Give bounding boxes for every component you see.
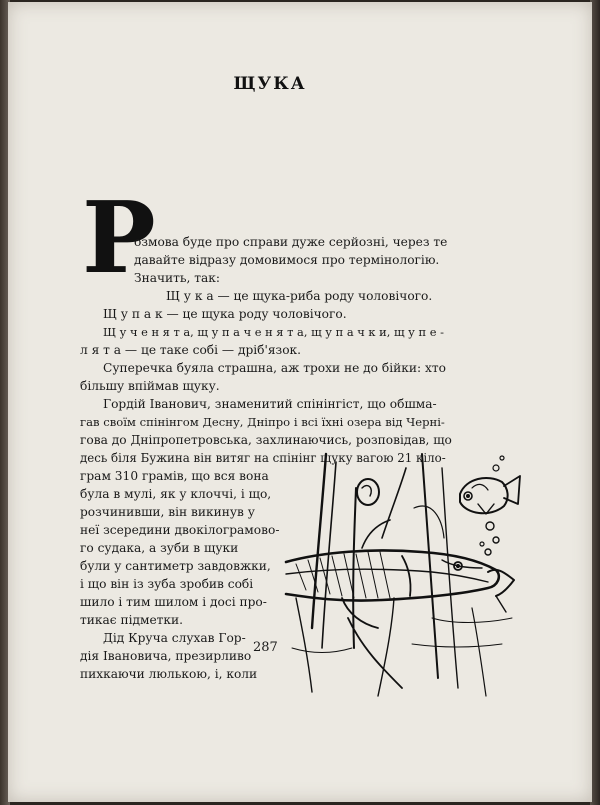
text-line: була в мулі, як у клоччі, і що, (80, 487, 272, 501)
text-line: давайте відразу домовимося про термінологію. (134, 253, 440, 267)
text-line: грам 310 грамів, що вся вона (80, 469, 269, 483)
text-line: го судака, а зуби в щуки (80, 541, 239, 555)
text-line: л я т а — це таке собі — дріб'язок. (80, 343, 302, 357)
text-line: Гордій Іванович, знаменитий спінінгіст, що обшма- (103, 397, 437, 411)
text-line: пихкаючи люлькою, і, коли (80, 667, 258, 681)
drop-cap: Р (82, 181, 156, 296)
text-line: Значить, так: (134, 271, 221, 285)
text-line: Щ у ч е н я т а, щ у п а ч е н я т а, щ у п а ч к и, щ у п е - (103, 325, 444, 339)
text-line: гова до Дніпропетровська, захлинаючись, розповідав, що (80, 433, 452, 447)
text-line: дія Івановича, презирливо (80, 649, 252, 663)
text-line: Дід Круча слухав Гор- (103, 631, 246, 645)
text-line: десь біля Бужина він витяг на спінінг щуку вагою 21 кіло- (80, 451, 446, 465)
text-line: Щ у к а — це щука-риба роду чоловічого. (166, 289, 433, 303)
pike-illustration (282, 448, 530, 698)
page-number: 287 (253, 640, 278, 655)
text-line: озмова буде про справи дуже серйозні, через те (134, 235, 448, 249)
text-line: шило і тим шилом і досі про- (80, 595, 267, 609)
text-line: були у сантиметр завдовжки, (80, 559, 271, 573)
text-line: гав своїм спінінгом Десну, Дніпро і всі їхні озера від Черні- (80, 415, 445, 429)
text-line: Щ у п а к — це щука роду чоловічого. (103, 307, 347, 321)
text-line: Суперечка буяла страшна, аж трохи не до бійки: хто (103, 361, 446, 375)
text-line: неї зсередини двокілограмово- (80, 523, 280, 537)
page-title: ЩУКА (233, 74, 307, 94)
text-line: розчинивши, він викинув у (80, 505, 255, 519)
text-line: тикає підметки. (80, 613, 184, 627)
text-line: і що він із зуба зробив собі (80, 577, 254, 591)
text-line: більшу впіймав щуку. (80, 379, 220, 393)
